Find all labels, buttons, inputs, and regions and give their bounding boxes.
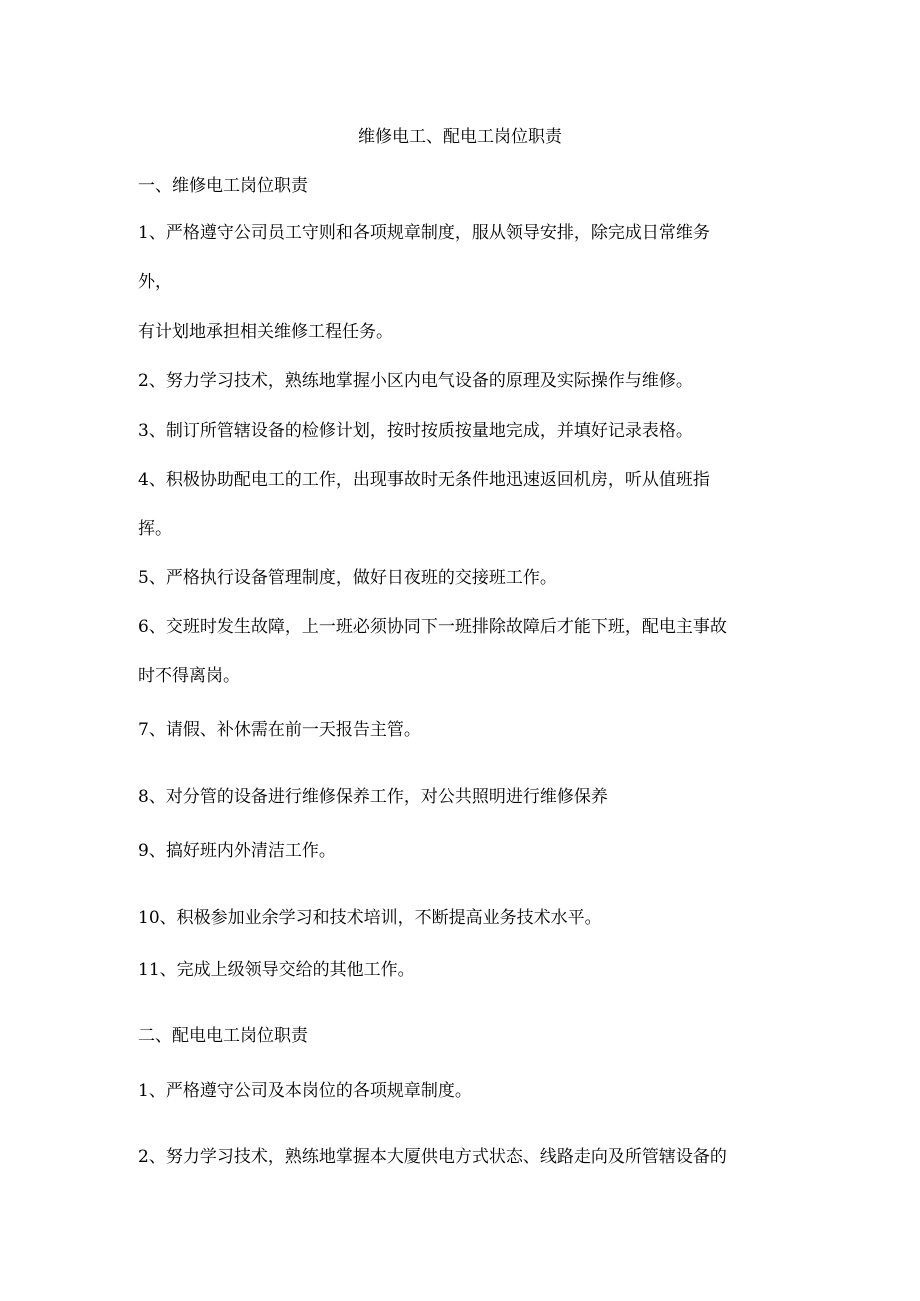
paragraph-line: 4、积极协助配电工的工作，出现事故时无条件地迅速返回机房，听从值班指 [138, 470, 710, 490]
paragraph-line: 11、完成上级领导交给的其他工作。 [138, 960, 415, 980]
paragraph-line: 7、请假、补休需在前一天报告主管。 [138, 720, 421, 740]
section-heading-maintenance: 一、维修电工岗位职责 [138, 176, 308, 196]
section-heading-distribution: 二、配电电工岗位职责 [138, 1026, 308, 1046]
paragraph-line: 时不得离岗。 [138, 666, 240, 686]
paragraph-line: 9、搞好班内外清洁工作。 [138, 841, 336, 861]
paragraph-line: 2、努力学习技术，熟练地掌握本大厦供电方式状态、线路走向及所管辖设备的 [138, 1147, 727, 1167]
paragraph-line: 5、严格执行设备管理制度，做好日夜班的交接班工作。 [138, 568, 557, 588]
paragraph-line: 8、对分管的设备进行维修保养工作，对公共照明进行维修保养 [138, 787, 608, 807]
paragraph-line: 3、制订所管辖设备的检修计划，按时按质按量地完成，并填好记录表格。 [138, 421, 693, 441]
paragraph-line: 1、严格遵守公司员工守则和各项规章制度，服从领导安排，除完成日常维务 [138, 223, 710, 243]
paragraph-line: 外， [138, 272, 172, 292]
paragraph-line: 6、交班时发生故障，上一班必须协同下一班排除故障后才能下班，配电主事故 [138, 617, 727, 637]
document-title: 维修电工、配电工岗位职责 [358, 127, 562, 147]
paragraph-line: 有计划地承担相关维修工程任务。 [138, 322, 393, 342]
paragraph-line: 10、积极参加业余学习和技术培训，不断提高业务技术水平。 [138, 908, 602, 928]
paragraph-line: 2、努力学习技术，熟练地掌握小区内电气设备的原理及实际操作与维修。 [138, 371, 693, 391]
paragraph-line: 挥。 [138, 519, 172, 539]
paragraph-line: 1、严格遵守公司及本岗位的各项规章制度。 [138, 1081, 472, 1101]
